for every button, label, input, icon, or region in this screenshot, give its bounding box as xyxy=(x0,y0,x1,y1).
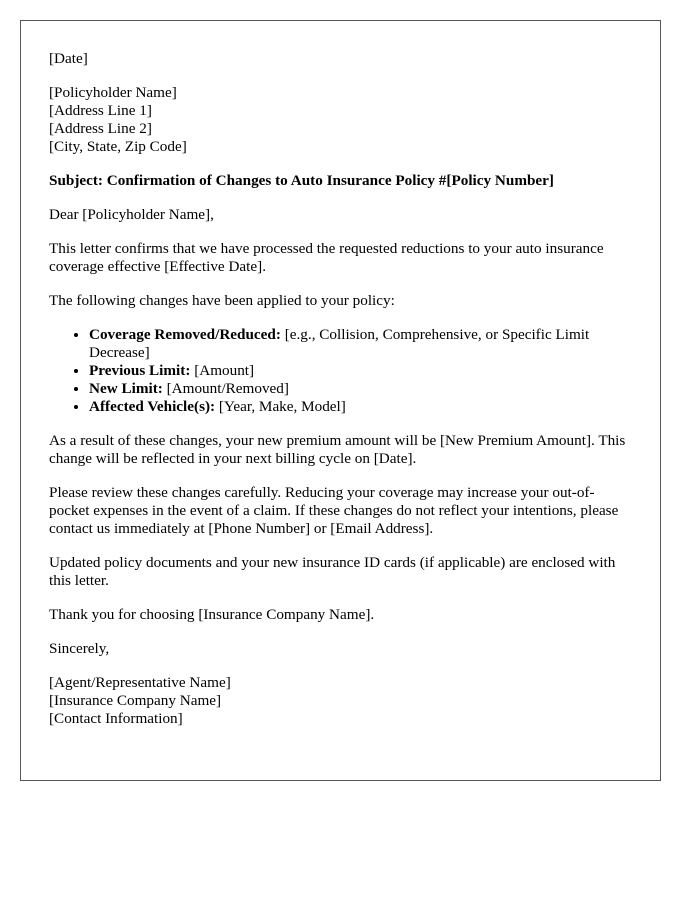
change-value: [Year, Make, Model] xyxy=(215,398,346,415)
list-item xyxy=(89,380,632,398)
list-item xyxy=(89,326,632,362)
changes-list xyxy=(49,326,632,416)
letter-salutation: Dear [Policyholder Name], xyxy=(49,206,214,223)
confirmation-paragraph: This letter confirms that we have processed the requested reductions to your auto insurance coverage effective [Effective Date]. xyxy=(49,240,604,275)
change-value: [Amount] xyxy=(190,362,255,379)
recipient-name: [Policyholder Name] xyxy=(49,84,177,101)
premium-paragraph: As a result of these changes, your new premium amount will be [New Premium Amount]. This change will be reflected in your next billing cycle on [Date]. xyxy=(49,432,626,467)
change-value: [Amount/Removed] xyxy=(162,380,289,397)
company-name: [Insurance Company Name] xyxy=(49,692,222,709)
change-value: [e.g., Collision, Comprehensive, or Specific Limit Decrease] xyxy=(89,326,590,361)
review-paragraph: Please review these changes carefully. Reducing your coverage may increase your out-of-pocket expenses in the event of a claim. If these changes do not reflect your intentions, please contact us immediately at [Phone Number] or [Email Address]. xyxy=(49,484,619,537)
letter-date: [Date] xyxy=(49,50,88,67)
documents-paragraph: Updated policy documents and your new insurance ID cards (if applicable) are enclosed with this letter. xyxy=(49,554,616,589)
recipient-address xyxy=(49,84,632,156)
recipient-address-line-1: [Address Line 1] xyxy=(49,102,152,119)
change-label: Affected Vehicle(s): xyxy=(89,398,216,415)
change-label: Coverage Removed/Reduced: xyxy=(89,326,281,343)
recipient-city-state-zip: [City, State, Zip Code] xyxy=(49,138,187,155)
agent-name: [Agent/Representative Name] xyxy=(49,674,231,691)
thank-you-paragraph: Thank you for choosing [Insurance Company Name]. xyxy=(49,606,375,623)
change-label: Previous Limit: xyxy=(89,362,191,379)
contact-information: [Contact Information] xyxy=(49,710,183,727)
signature-block xyxy=(49,674,632,728)
letter-container xyxy=(20,20,661,781)
changes-intro-paragraph: The following changes have been applied to your policy: xyxy=(49,292,395,309)
letter-closing: Sincerely, xyxy=(49,640,110,657)
recipient-address-line-2: [Address Line 2] xyxy=(49,120,152,137)
change-label: New Limit: xyxy=(89,380,163,397)
list-item xyxy=(89,362,632,380)
letter-subject: Subject: Confirmation of Changes to Auto Insurance Policy #[Policy Number] xyxy=(49,172,554,189)
list-item xyxy=(89,398,632,416)
